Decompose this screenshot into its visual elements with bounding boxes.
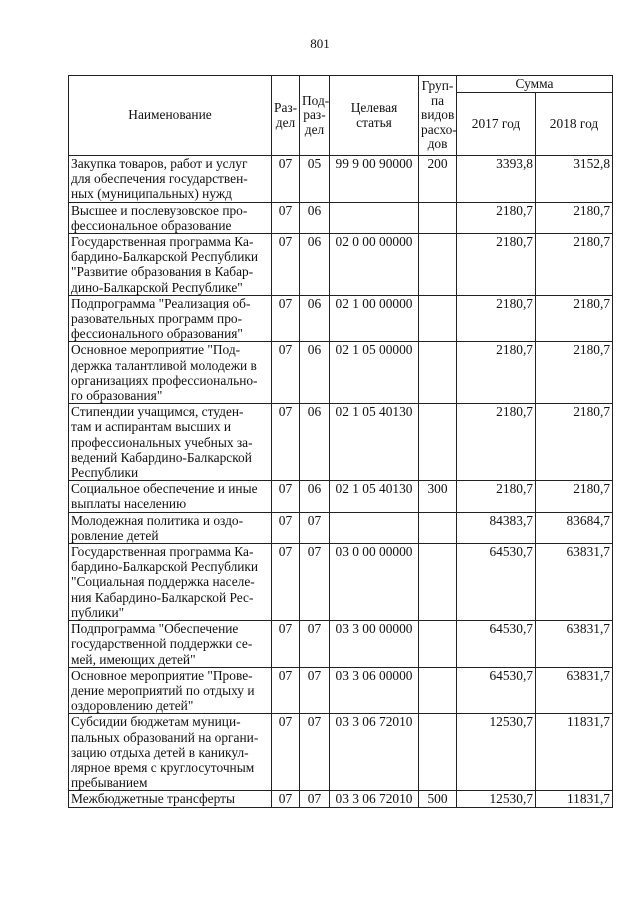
- cell-subsection: 07: [300, 544, 330, 621]
- header-year-2018: 2018 год: [536, 93, 613, 156]
- cell-section: 07: [272, 791, 300, 807]
- cell-2018: 63831,7: [536, 667, 613, 714]
- cell-name: Основное мероприятие "Прове- дение мероприятий по отдыху и оздоровлению детей": [69, 667, 272, 714]
- cell-2017: 2180,7: [457, 342, 536, 404]
- cell-expense-group: [419, 667, 457, 714]
- table-body: [69, 156, 613, 808]
- cell-section: 07: [272, 512, 300, 543]
- header-row: [69, 76, 613, 93]
- cell-2017: 12530,7: [457, 791, 536, 807]
- table-row: [69, 667, 613, 714]
- cell-expense-group: [419, 295, 457, 342]
- cell-name: Государственная программа Ка- бардино-Балкарской Республики "Социальная поддержка населе- ния Кабардино-Балкарской Рес- публики": [69, 544, 272, 621]
- cell-name: Основное мероприятие "Под- держка талантливой молодежи в организациях профессионально- го образования": [69, 342, 272, 404]
- cell-name: Молодежная политика и оздо- ровление детей: [69, 512, 272, 543]
- cell-2017: 2180,7: [457, 481, 536, 512]
- cell-2018: 2180,7: [536, 234, 613, 296]
- cell-target: 02 1 05 40130: [330, 481, 419, 512]
- cell-expense-group: [419, 202, 457, 233]
- cell-section: 07: [272, 156, 300, 203]
- cell-expense-group: 300: [419, 481, 457, 512]
- cell-2018: 11831,7: [536, 791, 613, 807]
- cell-target: 03 0 00 00000: [330, 544, 419, 621]
- cell-expense-group: [419, 621, 457, 668]
- cell-target: 03 3 00 00000: [330, 621, 419, 668]
- cell-subsection: 06: [300, 202, 330, 233]
- cell-target: 02 1 05 00000: [330, 342, 419, 404]
- page-number: 801: [310, 36, 330, 51]
- cell-2017: 12530,7: [457, 714, 536, 791]
- cell-subsection: 06: [300, 481, 330, 512]
- header-target: Целевая статья: [330, 76, 419, 156]
- cell-section: 07: [272, 342, 300, 404]
- cell-2018: 11831,7: [536, 714, 613, 791]
- header-expense-group: Груп- па видов расхо- дов: [419, 76, 457, 156]
- cell-name: Субсидии бюджетам муници- пальных образований на органи- зацию отдыха детей в каникул- лярное время с круглосуточным пребыванием: [69, 714, 272, 791]
- cell-target: 99 9 00 90000: [330, 156, 419, 203]
- cell-2018: 2180,7: [536, 481, 613, 512]
- cell-2018: 2180,7: [536, 342, 613, 404]
- cell-2018: 2180,7: [536, 295, 613, 342]
- cell-2017: 3393,8: [457, 156, 536, 203]
- cell-name: Социальное обеспечение и иные выплаты населению: [69, 481, 272, 512]
- cell-section: 07: [272, 202, 300, 233]
- table-row: [69, 512, 613, 543]
- cell-expense-group: [419, 714, 457, 791]
- cell-name: Закупка товаров, работ и услуг для обеспечения государствен- ных (муниципальных) нужд: [69, 156, 272, 203]
- table-row: [69, 234, 613, 296]
- cell-target: 02 1 05 40130: [330, 404, 419, 481]
- cell-subsection: 06: [300, 234, 330, 296]
- cell-target: 02 1 00 00000: [330, 295, 419, 342]
- budget-table: [68, 75, 613, 808]
- cell-expense-group: [419, 404, 457, 481]
- cell-subsection: 07: [300, 791, 330, 807]
- cell-section: 07: [272, 667, 300, 714]
- cell-2017: 84383,7: [457, 512, 536, 543]
- cell-expense-group: 200: [419, 156, 457, 203]
- table-row: [69, 342, 613, 404]
- cell-name: Стипендии учащимся, студен- там и аспирантам высших и профессиональных учебных за- ведений Кабардино-Балкарской Республики: [69, 404, 272, 481]
- cell-subsection: 06: [300, 342, 330, 404]
- cell-section: 07: [272, 481, 300, 512]
- cell-section: 07: [272, 714, 300, 791]
- cell-2017: 2180,7: [457, 202, 536, 233]
- table-row: [69, 481, 613, 512]
- table-row: [69, 404, 613, 481]
- cell-2018: 63831,7: [536, 544, 613, 621]
- cell-expense-group: [419, 544, 457, 621]
- table-row: [69, 621, 613, 668]
- cell-expense-group: [419, 234, 457, 296]
- table-row: [69, 791, 613, 807]
- cell-2018: 83684,7: [536, 512, 613, 543]
- cell-expense-group: [419, 342, 457, 404]
- cell-section: 07: [272, 404, 300, 481]
- header-year-2017: 2017 год: [457, 93, 536, 156]
- cell-expense-group: 500: [419, 791, 457, 807]
- cell-target: [330, 202, 419, 233]
- cell-section: 07: [272, 621, 300, 668]
- cell-target: 03 3 06 72010: [330, 714, 419, 791]
- cell-2017: 64530,7: [457, 621, 536, 668]
- cell-section: 07: [272, 234, 300, 296]
- cell-subsection: 07: [300, 667, 330, 714]
- cell-name: Подпрограмма "Реализация об- разовательных программ про- фессионального образования": [69, 295, 272, 342]
- cell-target: 03 3 06 00000: [330, 667, 419, 714]
- header-sum: Сумма: [457, 76, 613, 93]
- cell-section: 07: [272, 295, 300, 342]
- header-section: Раз- дел: [272, 76, 300, 156]
- table-row: [69, 295, 613, 342]
- cell-target: 02 0 00 00000: [330, 234, 419, 296]
- cell-section: 07: [272, 544, 300, 621]
- cell-2018: 3152,8: [536, 156, 613, 203]
- header-subsection: Под- раз- дел: [300, 76, 330, 156]
- cell-subsection: 07: [300, 714, 330, 791]
- cell-target: 03 3 06 72010: [330, 791, 419, 807]
- cell-2017: 2180,7: [457, 404, 536, 481]
- table-row: [69, 202, 613, 233]
- cell-target: [330, 512, 419, 543]
- cell-subsection: 06: [300, 404, 330, 481]
- cell-subsection: 07: [300, 512, 330, 543]
- cell-2018: 2180,7: [536, 202, 613, 233]
- table-row: [69, 156, 613, 203]
- cell-2017: 64530,7: [457, 667, 536, 714]
- cell-2017: 64530,7: [457, 544, 536, 621]
- table-row: [69, 544, 613, 621]
- cell-2017: 2180,7: [457, 234, 536, 296]
- cell-name: Подпрограмма "Обеспечение государственной поддержки се- мей, имеющих детей": [69, 621, 272, 668]
- cell-2017: 2180,7: [457, 295, 536, 342]
- cell-expense-group: [419, 512, 457, 543]
- cell-2018: 2180,7: [536, 404, 613, 481]
- cell-2018: 63831,7: [536, 621, 613, 668]
- cell-subsection: 05: [300, 156, 330, 203]
- cell-name: Межбюджетные трансферты: [69, 791, 272, 807]
- cell-name: Высшее и послевузовское про- фессиональное образование: [69, 202, 272, 233]
- table-row: [69, 714, 613, 791]
- cell-subsection: 06: [300, 295, 330, 342]
- header-name: Наименование: [69, 76, 272, 156]
- cell-subsection: 07: [300, 621, 330, 668]
- cell-name: Государственная программа Ка- бардино-Балкарской Республики "Развитие образования в Кабар- дино-Балкарской Республике": [69, 234, 272, 296]
